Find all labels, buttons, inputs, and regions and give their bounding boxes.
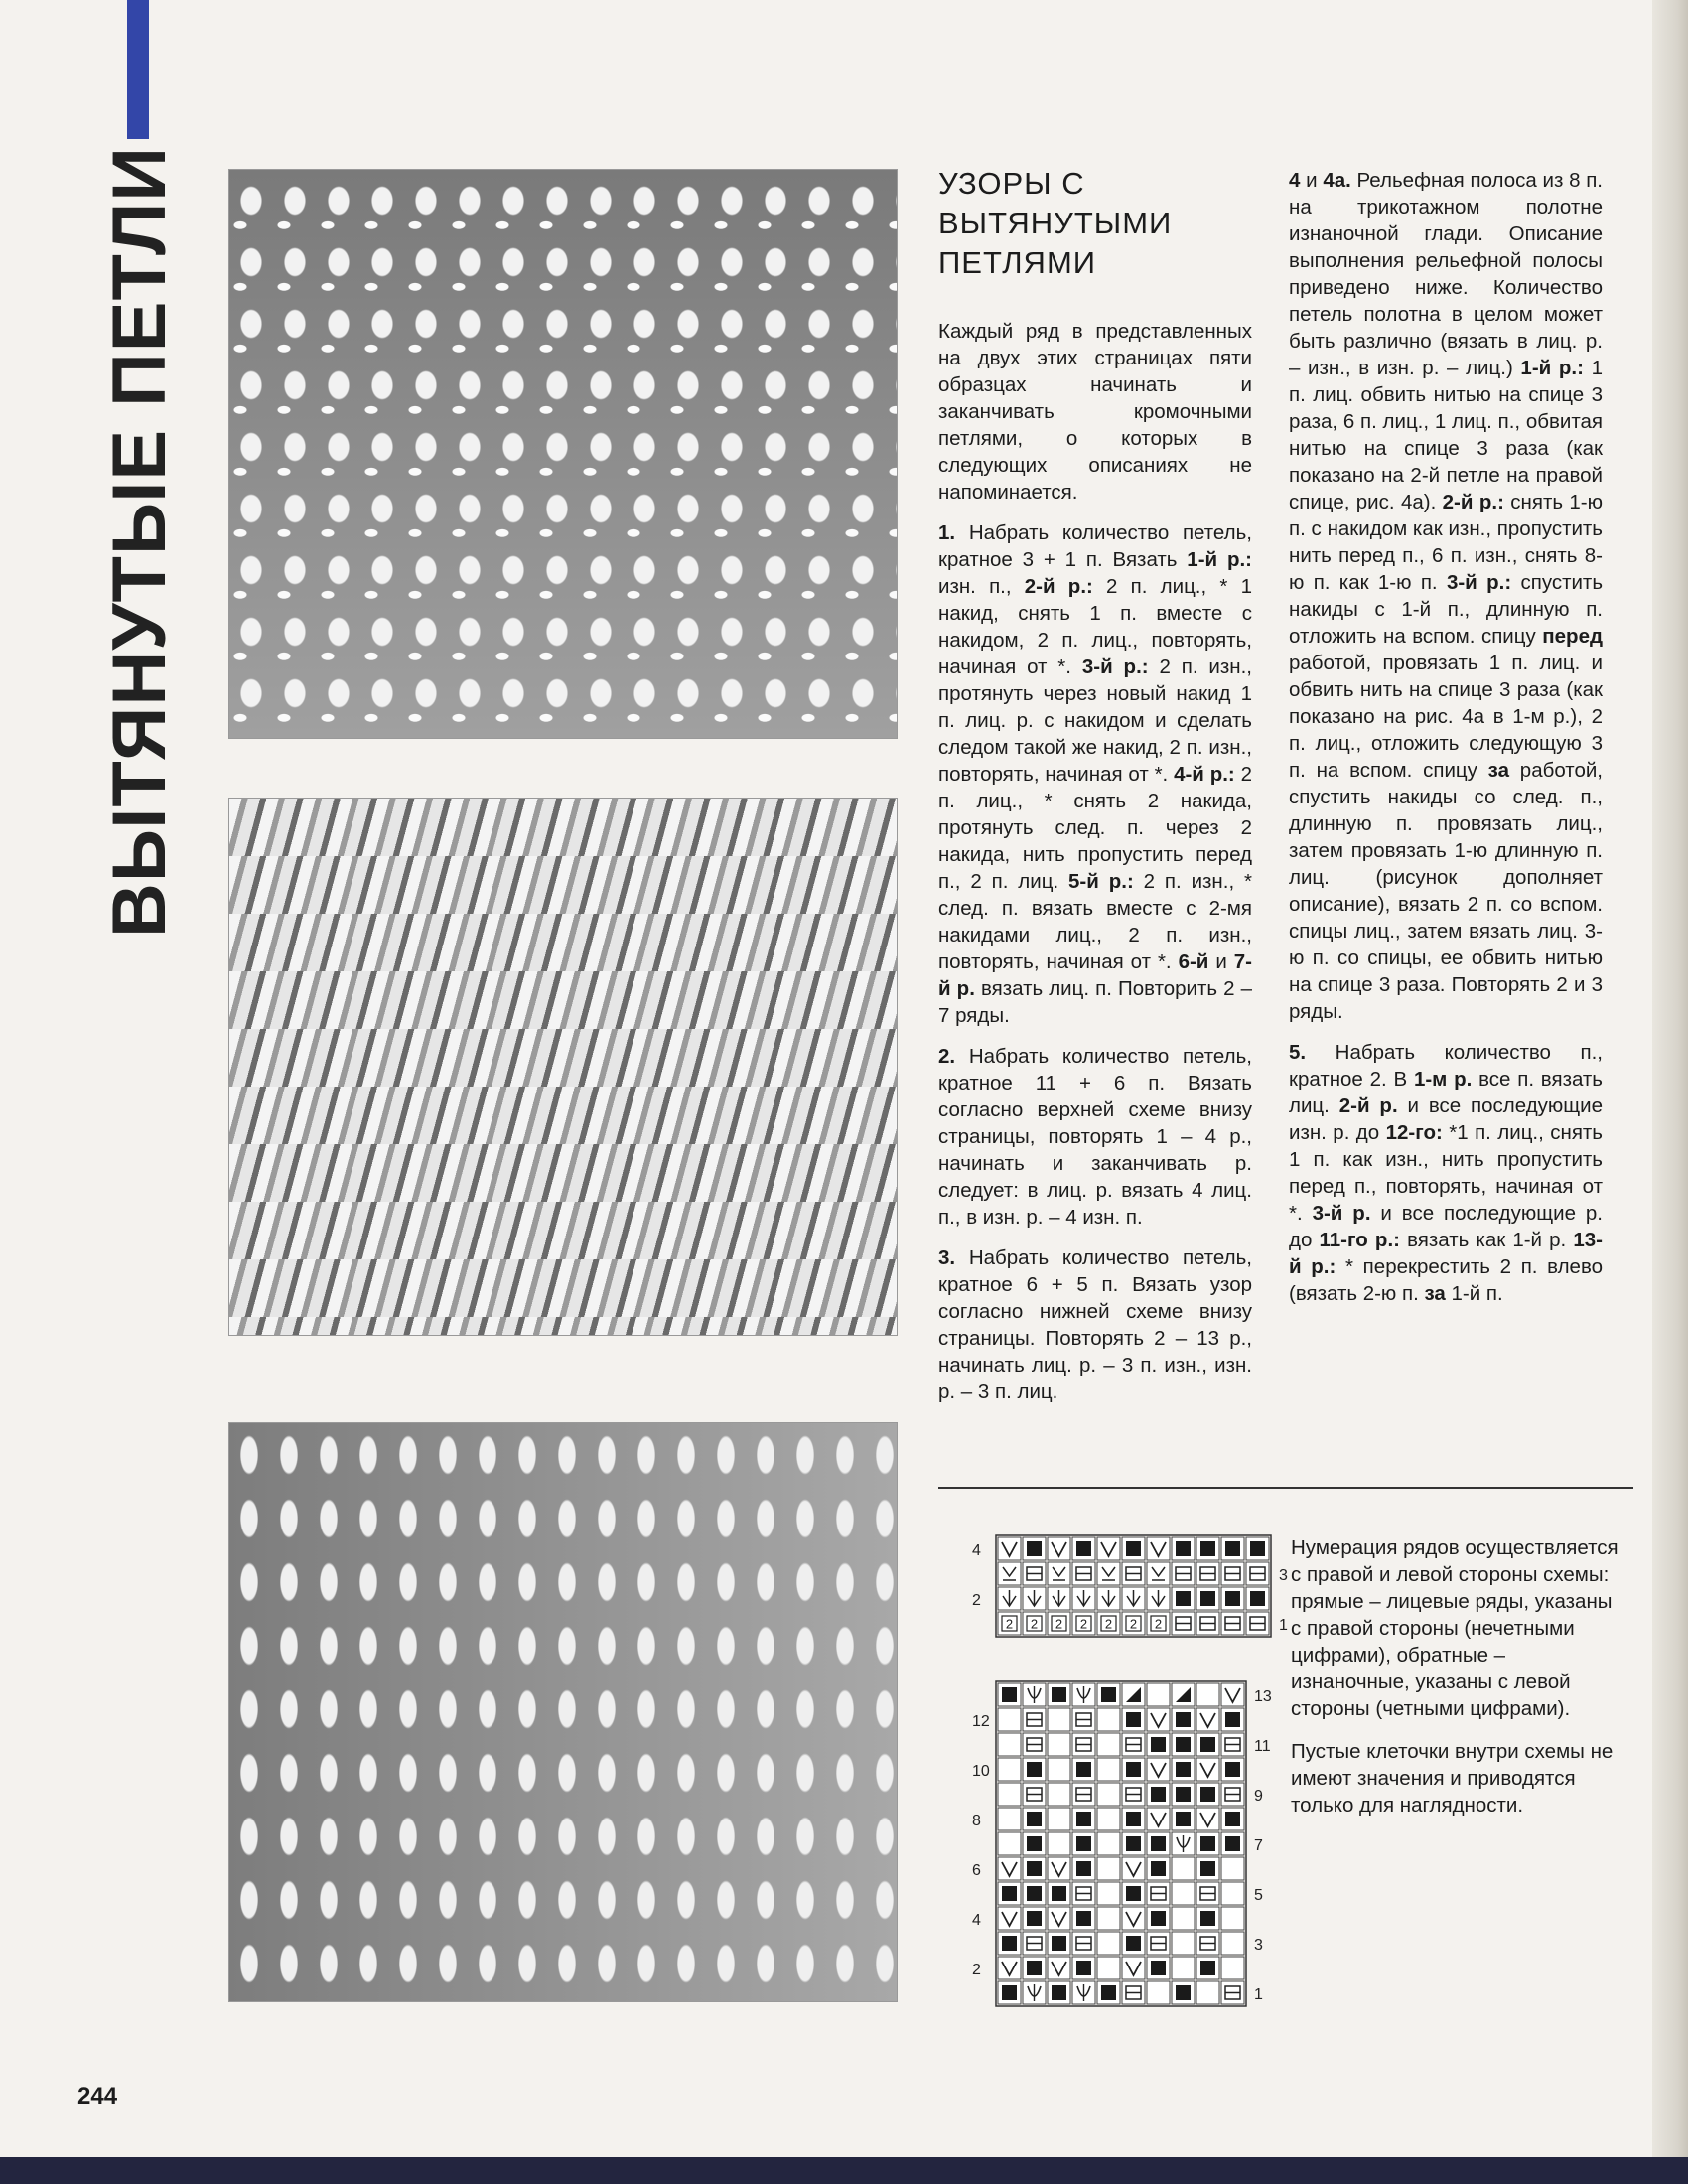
chart-cell: [1221, 1537, 1244, 1560]
chart-cell: [1023, 1907, 1046, 1930]
chart-cell: [1048, 1907, 1070, 1930]
svg-text:2: 2: [1079, 1616, 1088, 1632]
vertical-title-text: ВЫТЯНУТЫЕ ПЕТЛИ: [96, 145, 182, 938]
chart-cell: [1196, 1857, 1219, 1880]
chart-cell: [1246, 1612, 1269, 1635]
text-run: 1 п. лиц. обвить нитью на спице 3 раза, 6 п. лиц., 1 лиц. п., обвитая нитью на спице 3 раза (как показано на 2-й петле на правой спице, рис. 4а).: [1289, 357, 1603, 513]
chart-cell: [1048, 1758, 1070, 1781]
chart-cell: [1122, 1733, 1145, 1756]
chart-cell: [1097, 1587, 1120, 1610]
chart-cell: [1072, 1857, 1095, 1880]
chart-cell: [1048, 1562, 1070, 1585]
chart-cell: [1196, 1808, 1219, 1830]
text-run: все п. вязать лиц.: [1289, 1068, 1603, 1117]
text-run: вязать лиц. п. Повторить 2 – 7 ряды.: [938, 977, 1252, 1027]
bold-run: 1.: [938, 521, 956, 544]
knit-sample-photo-1: [228, 169, 898, 739]
chart-cell: [1048, 1587, 1070, 1610]
row-number-left: 4: [972, 1912, 981, 1929]
row-number-left: 12: [972, 1713, 990, 1730]
chart-cell: [1172, 1733, 1195, 1756]
chart-cell: [1023, 1537, 1046, 1560]
chart-cell: [1196, 1932, 1219, 1955]
chart-cell: [1172, 1562, 1195, 1585]
instruction-paragraph: [938, 519, 1252, 1029]
chart-cell: [1196, 1981, 1219, 2004]
chart-cell: [1147, 1733, 1170, 1756]
chart-cell: [1147, 1612, 1170, 1635]
text-run: 2 п. изн., протянуть через новый накид 1 п. лиц. р. с накидом и сделать следом такой же накид, 2 п. изн., повторять, начиная от *.: [938, 655, 1252, 786]
bold-run: 5.: [1289, 1041, 1307, 1064]
section-heading: [938, 164, 1256, 283]
text-run: изн. п.,: [938, 575, 1025, 598]
chart-cell: [1221, 1932, 1244, 1955]
chart-cell: [1072, 1708, 1095, 1731]
bold-run: за: [1424, 1282, 1446, 1305]
text-run: 2 п. лиц., * снять 2 накида, протянуть след. п. через 2 накида, нить пропустить перед п., 2 п. лиц.: [938, 763, 1252, 893]
chart-cell: [1147, 1907, 1170, 1930]
text-run: работой, спустить накиды со след. п., длинную п. провязать лиц., затем провязать 1-ю длинную п. лиц. (рисунок дополняет описание), вязать 2 п. со вспом. спицы лиц., затем вязать лиц. 3-ю п. со спицы, ее обвить нитью на спице 3 раза. Повторять 2 и 3 ряды.: [1289, 759, 1603, 1023]
bottom-band: [0, 2157, 1688, 2184]
chart-cell: [1097, 1907, 1120, 1930]
row-number-right: 5: [1254, 1887, 1263, 1904]
note-paragraph: Пустые клеточки внутри схемы не имеют значения и приводятся только для наглядности.: [1291, 1740, 1614, 1817]
chart-cell: [998, 1957, 1021, 1979]
bold-run: 3.: [938, 1246, 956, 1269]
chart-cell: [1048, 1981, 1070, 2004]
chart-cell: [1072, 1733, 1095, 1756]
text-run: вязать как 1-й р.: [1399, 1229, 1574, 1251]
chart-cell: [998, 1932, 1021, 1955]
row-number-right: 1: [1254, 1986, 1263, 2003]
chart-cell: [1172, 1857, 1195, 1880]
bold-run: 4а.: [1323, 169, 1351, 192]
chart-cell: [1023, 1587, 1046, 1610]
chart-cell: [1048, 1733, 1070, 1756]
chart-cell: [1196, 1587, 1219, 1610]
chart-cell: [998, 1882, 1021, 1905]
row-number-right: 1: [1279, 1617, 1288, 1634]
chart-cell: [1172, 1882, 1195, 1905]
chart-lower-svg: [968, 1683, 1276, 2006]
instructions-right: [1289, 167, 1603, 1307]
chart-upper-svg: [968, 1537, 1301, 1637]
chart-cell: [1023, 1957, 1046, 1979]
bold-run: 12-го:: [1385, 1121, 1443, 1144]
text-column-right: [1289, 167, 1603, 1321]
chart-cell: [1072, 1932, 1095, 1955]
text-run: Набрать количество петель, кратное 3 + 1 п. Вязать: [938, 521, 1252, 571]
chart-cell: [1097, 1758, 1120, 1781]
chart-cell: [1097, 1882, 1120, 1905]
instruction-paragraph: [1289, 1039, 1603, 1307]
chart-cell: [1196, 1957, 1219, 1979]
svg-text:2: 2: [1154, 1616, 1163, 1632]
chart-cell: [1196, 1537, 1219, 1560]
chart-cell: [1172, 1932, 1195, 1955]
chart-cell: [1048, 1537, 1070, 1560]
svg-text:2: 2: [1104, 1616, 1113, 1632]
chart-cell: [1122, 1708, 1145, 1731]
chart-cell: [1048, 1857, 1070, 1880]
chart-cell: [1147, 1957, 1170, 1979]
chart-cell: [1147, 1783, 1170, 1806]
bold-run: 6-й: [1178, 950, 1209, 973]
row-number-right: 3: [1279, 1567, 1288, 1584]
row-number-left: 4: [972, 1542, 981, 1559]
chart-cell: [1097, 1832, 1120, 1855]
bold-run: 1-м р.: [1413, 1068, 1473, 1091]
chart-cell: [1196, 1708, 1219, 1731]
bold-run: 5-й р.:: [1068, 870, 1134, 893]
row-number-right: 3: [1254, 1937, 1263, 1954]
chart-cell: [1122, 1562, 1145, 1585]
chart-cell: [1072, 1758, 1095, 1781]
chart-cell: [998, 1708, 1021, 1731]
chart-cell: [1048, 1932, 1070, 1955]
chart-cell: [1221, 1683, 1244, 1706]
bold-run: за: [1487, 759, 1509, 782]
chart-cell: [1147, 1857, 1170, 1880]
bold-run: 3-й р.:: [1446, 571, 1512, 594]
text-run: * перекрестить 2 п. влево (вязать 2-ю п.: [1289, 1255, 1604, 1305]
chart-cell: [1072, 1562, 1095, 1585]
row-number-right: 9: [1254, 1788, 1263, 1805]
chart-cell: [1196, 1733, 1219, 1756]
chart-cell: [1048, 1957, 1070, 1979]
bold-run: 4: [1289, 169, 1301, 192]
chart-cell: [1023, 1808, 1046, 1830]
chart-cell: [1122, 1907, 1145, 1930]
chart-cell: [1072, 1981, 1095, 2004]
chart-cell: [1072, 1882, 1095, 1905]
chart-cell: [1172, 1537, 1195, 1560]
chart-cell: [1048, 1683, 1070, 1706]
chart-cell: [1048, 1882, 1070, 1905]
chart-cell: [998, 1981, 1021, 2004]
chart-cell: [1097, 1957, 1120, 1979]
chart-cell: [1221, 1783, 1244, 1806]
page-number: 244: [77, 2083, 118, 2110]
chart-cell: [1172, 1957, 1195, 1979]
text-column-left: [938, 318, 1252, 1419]
chart-cell: [1172, 1907, 1195, 1930]
chart-cell: [1196, 1832, 1219, 1855]
chart-cell: [1122, 1587, 1145, 1610]
chart-cell: [1023, 1857, 1046, 1880]
row-number-left: 8: [972, 1813, 981, 1829]
chart-cell: [1172, 1612, 1195, 1635]
chart-cell: [1221, 1562, 1244, 1585]
chart-cell: [1048, 1832, 1070, 1855]
chart-cell: [1097, 1932, 1120, 1955]
chart-cell: [1172, 1981, 1195, 2004]
chart-cell: [1023, 1832, 1046, 1855]
chart-cell: [1097, 1683, 1120, 1706]
text-run: и все последующие р. до: [1289, 1202, 1603, 1251]
chart-cell: [1172, 1832, 1195, 1855]
chart-cell: [1072, 1832, 1095, 1855]
text-run: спустить накиды с 1-й п., длинную п. отложить на вспом. спицу: [1289, 571, 1604, 648]
text-run: и все последующие изн. р. до: [1289, 1094, 1604, 1144]
pattern-chart-upper: [968, 1537, 1301, 1637]
chart-cell: [1196, 1612, 1219, 1635]
chart-cell: [1023, 1932, 1046, 1955]
bold-run: 2-й р.:: [1024, 575, 1093, 598]
chart-cell: [1072, 1537, 1095, 1560]
chart-cell: [1097, 1981, 1120, 2004]
chart-legend-note: [1291, 1534, 1623, 1834]
chart-cell: [1048, 1808, 1070, 1830]
chart-cell: [1221, 1808, 1244, 1830]
chart-cell: [1147, 1758, 1170, 1781]
instruction-paragraph: [938, 1244, 1252, 1405]
chart-cell: [1147, 1932, 1170, 1955]
chart-cell: [1122, 1783, 1145, 1806]
chart-cell: [1097, 1808, 1120, 1830]
chart-cell: [1147, 1708, 1170, 1731]
chart-cell: [1196, 1562, 1219, 1585]
chart-cell: [1122, 1758, 1145, 1781]
bold-run: 13-й р.:: [1289, 1229, 1603, 1278]
row-number-right: 11: [1254, 1738, 1271, 1755]
svg-text:2: 2: [1129, 1616, 1138, 1632]
chart-cell: [998, 1733, 1021, 1756]
chart-cell: [1072, 1587, 1095, 1610]
svg-text:2: 2: [1005, 1616, 1014, 1632]
row-number-left: 6: [972, 1862, 981, 1879]
chart-cell: [1023, 1733, 1046, 1756]
chart-cell: [1147, 1562, 1170, 1585]
bold-run: 2-й р.: [1338, 1094, 1398, 1117]
chart-cell: [1072, 1907, 1095, 1930]
row-number-left: 10: [972, 1763, 990, 1780]
chart-cell: [1196, 1882, 1219, 1905]
chart-cell: [1147, 1537, 1170, 1560]
chart-cell: [1221, 1708, 1244, 1731]
chart-cell: [1172, 1758, 1195, 1781]
chart-cell: [1196, 1758, 1219, 1781]
chart-cell: [1122, 1882, 1145, 1905]
chart-cell: [1246, 1587, 1269, 1610]
chart-cell: [1172, 1683, 1195, 1706]
heading-line: ВЫТЯНУТЫМИ: [938, 206, 1173, 240]
chart-cell: [1147, 1981, 1170, 2004]
chart-cell: [1097, 1537, 1120, 1560]
chart-cell: [1097, 1708, 1120, 1731]
chart-cell: [998, 1832, 1021, 1855]
knit-sample-photo-3: [228, 1422, 898, 2002]
chart-cell: [1246, 1562, 1269, 1585]
chart-cell: [998, 1612, 1021, 1635]
chart-cell: [1246, 1537, 1269, 1560]
text-run: Набрать количество п., кратное 2. В: [1289, 1041, 1603, 1091]
row-number-right: 7: [1254, 1837, 1263, 1854]
bold-run: 2.: [938, 1045, 956, 1068]
chart-cell: [1023, 1612, 1046, 1635]
chart-cell: [1097, 1562, 1120, 1585]
chart-cell: [1172, 1587, 1195, 1610]
chart-cell: [1122, 1612, 1145, 1635]
chart-cell: [1048, 1708, 1070, 1731]
chart-cell: [998, 1783, 1021, 1806]
row-number-left: 2: [972, 1592, 981, 1609]
chart-cell: [1221, 1832, 1244, 1855]
heading-line: УЗОРЫ С: [938, 166, 1085, 201]
chart-cell: [1147, 1683, 1170, 1706]
text-run: *1 п. лиц., снять 1 п. как изн., нить пропустить перед п., повторять, начиная от *.: [1289, 1121, 1603, 1225]
bold-run: 7-й р.: [938, 950, 1253, 1000]
chart-cell: [1196, 1783, 1219, 1806]
bold-run: 1-й р.:: [1520, 357, 1584, 379]
text-run: Рельефная полоса из 8 п. на трикотажном полотне изнаночной глади. Описание выполнения рельефной полосы приведено ниже. Количество петель полотна в целом может быть различно (вязать в лиц. р. – изн., в изн. р. – лиц.): [1289, 169, 1604, 379]
chart-cell: [1122, 1981, 1145, 2004]
page-spine-edge: [1652, 0, 1688, 2157]
bold-run: 2-й р.:: [1442, 491, 1504, 513]
chart-cell: [1097, 1857, 1120, 1880]
text-run: 1-й п.: [1445, 1282, 1503, 1305]
knit-sample-photo-2: [228, 798, 898, 1336]
text-run: работой, провязать 1 п. лиц. и обвить нить на спице 3 раза (как показано на рис. 4а в 1-м р.), 2 п. лиц., отложить следующую 3 п. на вспом. спицу: [1289, 652, 1603, 782]
chart-cell: [1023, 1882, 1046, 1905]
bold-run: 11-го р.:: [1319, 1229, 1400, 1251]
chart-cell: [1221, 1758, 1244, 1781]
chart-cell: [1221, 1981, 1244, 2004]
chart-cell: [1122, 1683, 1145, 1706]
chart-cell: [998, 1537, 1021, 1560]
chart-cell: [1221, 1857, 1244, 1880]
row-number-right: 13: [1254, 1688, 1272, 1705]
chart-cell: [1023, 1981, 1046, 2004]
text-run: и: [1208, 950, 1234, 973]
chart-cell: [1072, 1957, 1095, 1979]
chart-cell: [1122, 1537, 1145, 1560]
chart-cell: [1048, 1783, 1070, 1806]
chart-cell: [1072, 1683, 1095, 1706]
chart-cell: [1221, 1587, 1244, 1610]
chart-cell: [1023, 1562, 1046, 1585]
chart-cell: [1097, 1612, 1120, 1635]
chart-cell: [1172, 1708, 1195, 1731]
chart-cell: [1221, 1882, 1244, 1905]
chart-cell: [1172, 1783, 1195, 1806]
vertical-section-title: [94, 145, 184, 938]
text-run: Набрать количество петель, кратное 11 + 6 п. Вязать согласно верхней схеме внизу страницы, повторять 1 – 4 р., начинать и заканчивать р. следует: в лиц. р. вязать 4 лиц. п., в изн. р. – 4 изн. п.: [938, 1045, 1252, 1229]
text-run: Набрать количество петель, кратное 6 + 5 п. Вязать узор согласно нижней схеме внизу страницы. Повторять 2 – 13 р., начинать лиц. р. – 3 п. изн., изн. р. – 3 п. лиц.: [938, 1246, 1252, 1403]
chart-cell: [1147, 1587, 1170, 1610]
text-run: и: [1300, 169, 1324, 192]
chart-cell: [1023, 1758, 1046, 1781]
chart-cell: [1072, 1808, 1095, 1830]
chart-cell: [998, 1808, 1021, 1830]
chart-cell: [1147, 1808, 1170, 1830]
heading-line: ПЕТЛЯМИ: [938, 245, 1097, 280]
chart-cell: [1023, 1708, 1046, 1731]
chart-cell: [998, 1758, 1021, 1781]
instruction-paragraph: [938, 1043, 1252, 1231]
text-run: 2 п. лиц., * 1 накид, снять 1 п. вместе с накидом, 2 п. лиц., повторять, начиная от *.: [938, 575, 1252, 678]
row-number-left: 2: [972, 1962, 981, 1978]
chart-cell: [1023, 1683, 1046, 1706]
chart-cell: [998, 1857, 1021, 1880]
chart-cell: [1122, 1957, 1145, 1979]
chart-cell: [1196, 1907, 1219, 1930]
chart-cell: [998, 1907, 1021, 1930]
chart-cell: [998, 1683, 1021, 1706]
chart-cell: [1221, 1733, 1244, 1756]
instruction-paragraph: [1289, 167, 1603, 1025]
chart-cell: [998, 1587, 1021, 1610]
note-paragraph: Нумерация рядов осуществляется с правой и левой стороны схемы: прямые – лицевые ряды, указаны с правой стороны (нечетными цифрами), обратные – изнаночные, указаны с левой стороны (четными цифрами).: [1291, 1536, 1618, 1720]
chart-cell: [1221, 1612, 1244, 1635]
chart-cell: [1097, 1783, 1120, 1806]
chart-cell: [1097, 1733, 1120, 1756]
chart-cell: [1072, 1783, 1095, 1806]
chart-cell: [1122, 1932, 1145, 1955]
chart-cell: [1122, 1857, 1145, 1880]
chart-cell: [1172, 1808, 1195, 1830]
bold-run: 3-й р.:: [1081, 655, 1149, 678]
intro-paragraph: Каждый ряд в представленных на двух этих страницах пяти образцах начинать и заканчивать кромочными петлями, о которых в следующих описаниях не напоминается.: [938, 320, 1252, 504]
text-run: снять 1-ю п. с накидом как изн., пропустить нить перед п., 6 п. изн., снять 8-ю п. как 1-ю п.: [1289, 491, 1603, 594]
chart-cell: [1196, 1683, 1219, 1706]
svg-text:2: 2: [1030, 1616, 1039, 1632]
bold-run: перед: [1542, 625, 1603, 648]
bold-run: 3-й р.: [1312, 1202, 1371, 1225]
bold-run: 1-й р.:: [1187, 548, 1252, 571]
pattern-chart-lower: [968, 1683, 1276, 2006]
chart-cell: [1122, 1808, 1145, 1830]
instructions-left: [938, 519, 1252, 1405]
chart-cell: [1023, 1783, 1046, 1806]
chart-cell: [1221, 1907, 1244, 1930]
accent-bar: [127, 0, 149, 139]
svg-text:2: 2: [1055, 1616, 1063, 1632]
chart-cell: [998, 1562, 1021, 1585]
chart-cell: [1048, 1612, 1070, 1635]
chart-cell: [1122, 1832, 1145, 1855]
chart-cell: [1221, 1957, 1244, 1979]
bold-run: 4-й р.:: [1174, 763, 1235, 786]
section-rule: [938, 1487, 1633, 1489]
text-run: 2 п. изн., * след. п. вязать вместе с 2-мя накидами лиц., 2 п. изн., повторять, начиная от *.: [938, 870, 1252, 973]
chart-cell: [1147, 1832, 1170, 1855]
chart-cell: [1072, 1612, 1095, 1635]
chart-cell: [1147, 1882, 1170, 1905]
